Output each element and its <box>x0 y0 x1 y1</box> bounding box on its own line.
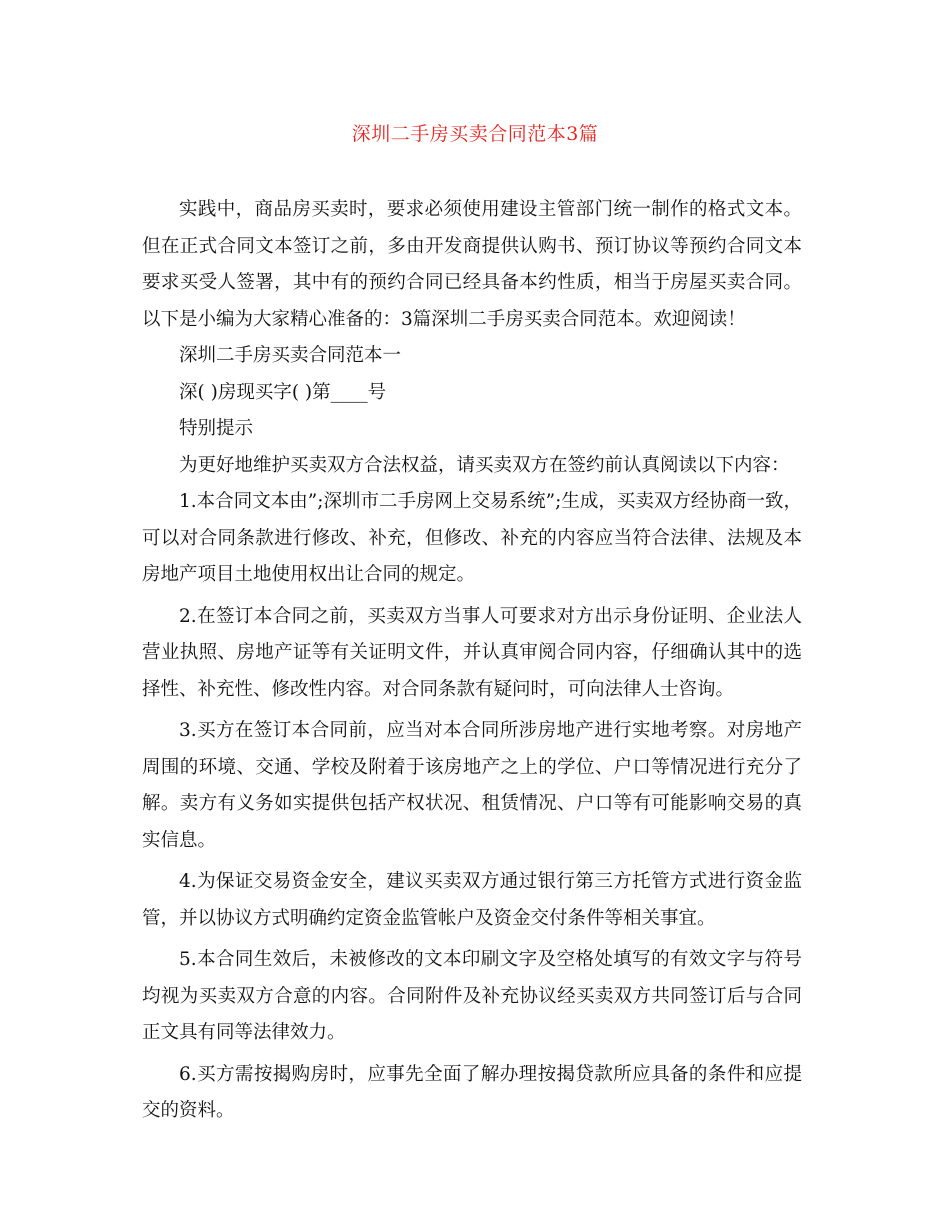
document-body <box>142 192 802 1130</box>
contract-heading: 深圳二手房买卖合同范本一 <box>179 345 402 366</box>
special-notice-heading: 特别提示 <box>179 418 254 439</box>
notice-item-5: 5.本合同生效后，未被修改的文本印刷文字及空格处填写的有效文字与符号均视为买卖双方合意的内容。合同附件及补充协议经买卖双方共同签订后与合同正文具有同等法律效力。 <box>142 949 802 1043</box>
contract-number: 深( )房现买字( )第____号 <box>179 381 387 403</box>
document-title: 深圳二手房买卖合同范本3篇 <box>351 123 599 145</box>
notice-item-6: 6.买方需按揭购房时，应事先全面了解办理按揭贷款所应具备的条件和应提交的资料。 <box>142 1063 802 1121</box>
notice-item-1: 1.本合同文本由”;深圳市二手房网上交易系统”;生成，买卖双方经协商一致，可以对合同条款进行修改、补充，但修改、补充的内容应当符合法律、法规及本房地产项目土地使用权出让合同的规定。 <box>142 491 802 585</box>
notice-item-2: 2.在签订本合同之前，买卖双方当事人可要求对方出示身份证明、企业法人营业执照、房地产证等有关证明文件，并认真审阅合同内容，仔细确认其中的选择性、补充性、修改性内容。对合同条款有疑问时，可向法律人士咨询。 <box>142 605 802 700</box>
intro-paragraph: 实践中，商品房买卖时，要求必须使用建设主管部门统一制作的格式文本。但在正式合同文本签订之前，多由开发商提供认购书、预订协议等预约合同文本要求买受人签署，其中有的预约合同已经具备本约性质，相当于房屋买卖合同。以下是小编为大家精心准备的：3篇深圳二手房买卖合同范本。欢迎阅读！ <box>142 199 802 330</box>
notice-item-4: 4.为保证交易资金安全，建议买卖双方通过银行第三方托管方式进行资金监管，并以协议方式明确约定资金监管帐户及资金交付条件等相关事宜。 <box>142 871 802 929</box>
notice-intro: 为更好地维护买卖双方合法权益，请买卖双方在签约前认真阅读以下内容： <box>179 454 790 476</box>
notice-item-3: 3.买方在签订本合同前，应当对本合同所涉房地产进行实地考察。对房地产周围的环境、交通、学校及附着于该房地产之上的学位、户口等情况进行充分了解。卖方有义务如实提供包括产权状况、租赁情况、户口等有可能影响交易的真实信息。 <box>142 720 802 851</box>
